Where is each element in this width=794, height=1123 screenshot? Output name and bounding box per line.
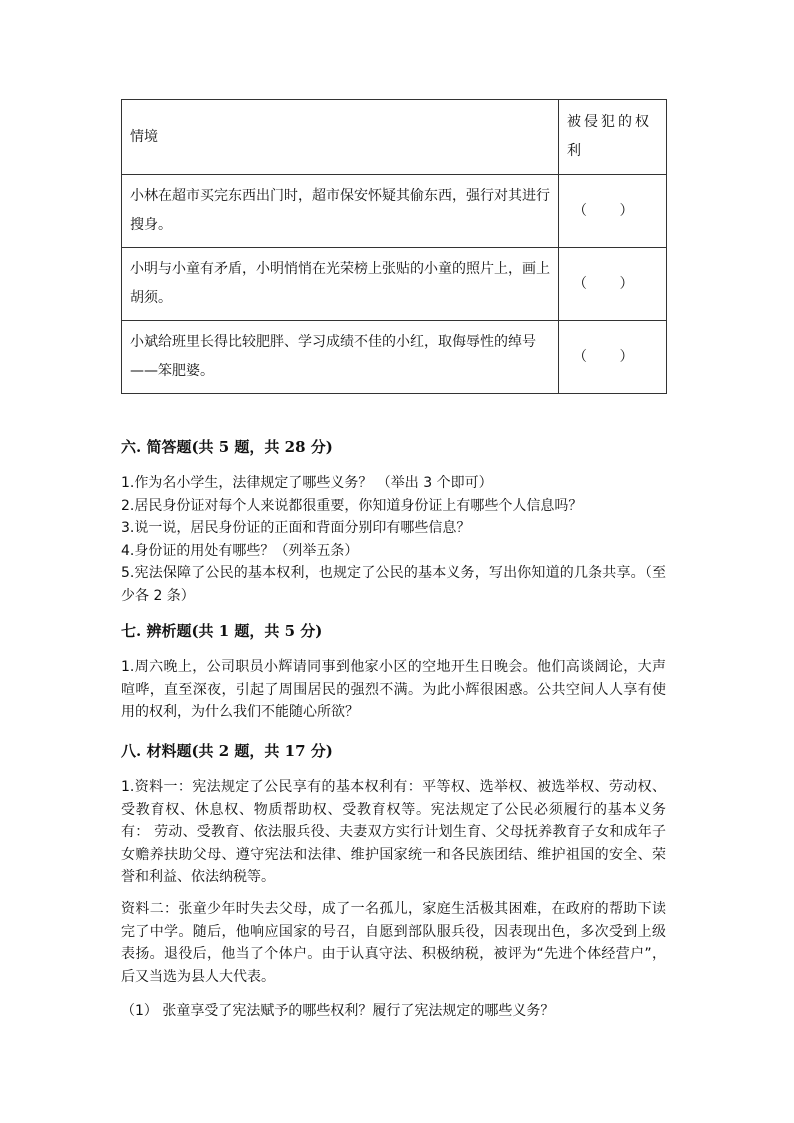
table-row: [122, 248, 667, 321]
section-7-question: [121, 656, 666, 724]
table-header-row: [122, 100, 667, 175]
section-6-questions: [121, 472, 666, 607]
question-item: 2.居民身份证对每个人来说都很重要，你知道身份证上有哪些个人信息吗？: [121, 497, 583, 514]
material-one: [121, 776, 666, 889]
material-two: [121, 898, 666, 988]
question-item: 3.说一说，居民身份证的正面和背面分别印有哪些信息？: [121, 520, 471, 536]
scene-text: 小明与小童有矛盾，小明悄悄在光荣榜上张贴的小童的照片上，画上胡须。: [122, 248, 559, 321]
scene-text: 小斌给班里长得比较肥胖、学习成绩不佳的小红，取侮辱性的绰号——笨肥婆。: [122, 321, 559, 394]
sub-question: [121, 1000, 666, 1023]
section-7-title: 七. 辨析题(共 1 题，共 5 分): [121, 622, 323, 640]
answer-blank[interactable]: （ ）: [559, 248, 667, 321]
header-violated-right: 被侵犯的权利: [559, 100, 667, 175]
section-8-title: 八. 材料题(共 2 题，共 17 分): [121, 742, 333, 760]
answer-blank[interactable]: （ ）: [559, 175, 667, 248]
situation-table: [121, 99, 667, 394]
material-text: 1.资料一：宪法规定了公民享有的基本权利有：平等权、选举权、被选举权、劳动权、受教育权、休息权、物质帮助权、受教育权等。宪法规定了公民必须履行的基本义务有： 劳动、受教育、依法服兵役、夫妻双方实行计划生育、父母抚养教育子女和成年子女赡养扶助父母、遵守宪法和法律、维护国家统一和各民族团结、维护祖国的安全、荣誉和利益、依法纳税等。: [121, 779, 666, 885]
answer-blank[interactable]: （ ）: [559, 321, 667, 394]
question-item: 1.周六晚上，公司职员小辉请同事到他家小区的空地开生日晚会。他们高谈阔论，大声喧哗，直至深夜，引起了周围居民的强烈不满。为此小辉很困惑。公共空间人人享有使用的权利，为什么我们不能随心所欲？: [121, 659, 666, 720]
scene-text: 小林在超市买完东西出门时，超市保安怀疑其偷东西，强行对其进行搜身。: [122, 175, 559, 248]
section-6-title: 六. 简答题(共 5 题，共 28 分): [121, 438, 333, 456]
material-text: 资料二：张童少年时失去父母，成了一名孤儿，家庭生活极其困难，在政府的帮助下读完了中学。随后，他响应国家的号召，自愿到部队服兵役，因表现出色，多次受到上级表扬。退役后，他当了个体户。由于认真守法、积极纳税，被评为“先进个体经营户”，后又当选为县人大代表。: [121, 901, 666, 985]
header-scene: 情境: [122, 100, 559, 175]
table-row: [122, 175, 667, 248]
question-item: 4.身份证的用处有哪些？（列举五条）: [121, 542, 359, 559]
question-item: 5.宪法保障了公民的基本权利，也规定了公民的基本义务，写出你知道的几条共享。（至少各 2 条）: [121, 565, 666, 604]
table-row: [122, 321, 667, 394]
question-item: （1） 张童享受了宪法赋予的哪些权利？履行了宪法规定的哪些义务？: [121, 1003, 555, 1019]
question-item: 1.作为名小学生，法律规定了哪些义务？ （举出 3 个即可）: [121, 475, 493, 491]
